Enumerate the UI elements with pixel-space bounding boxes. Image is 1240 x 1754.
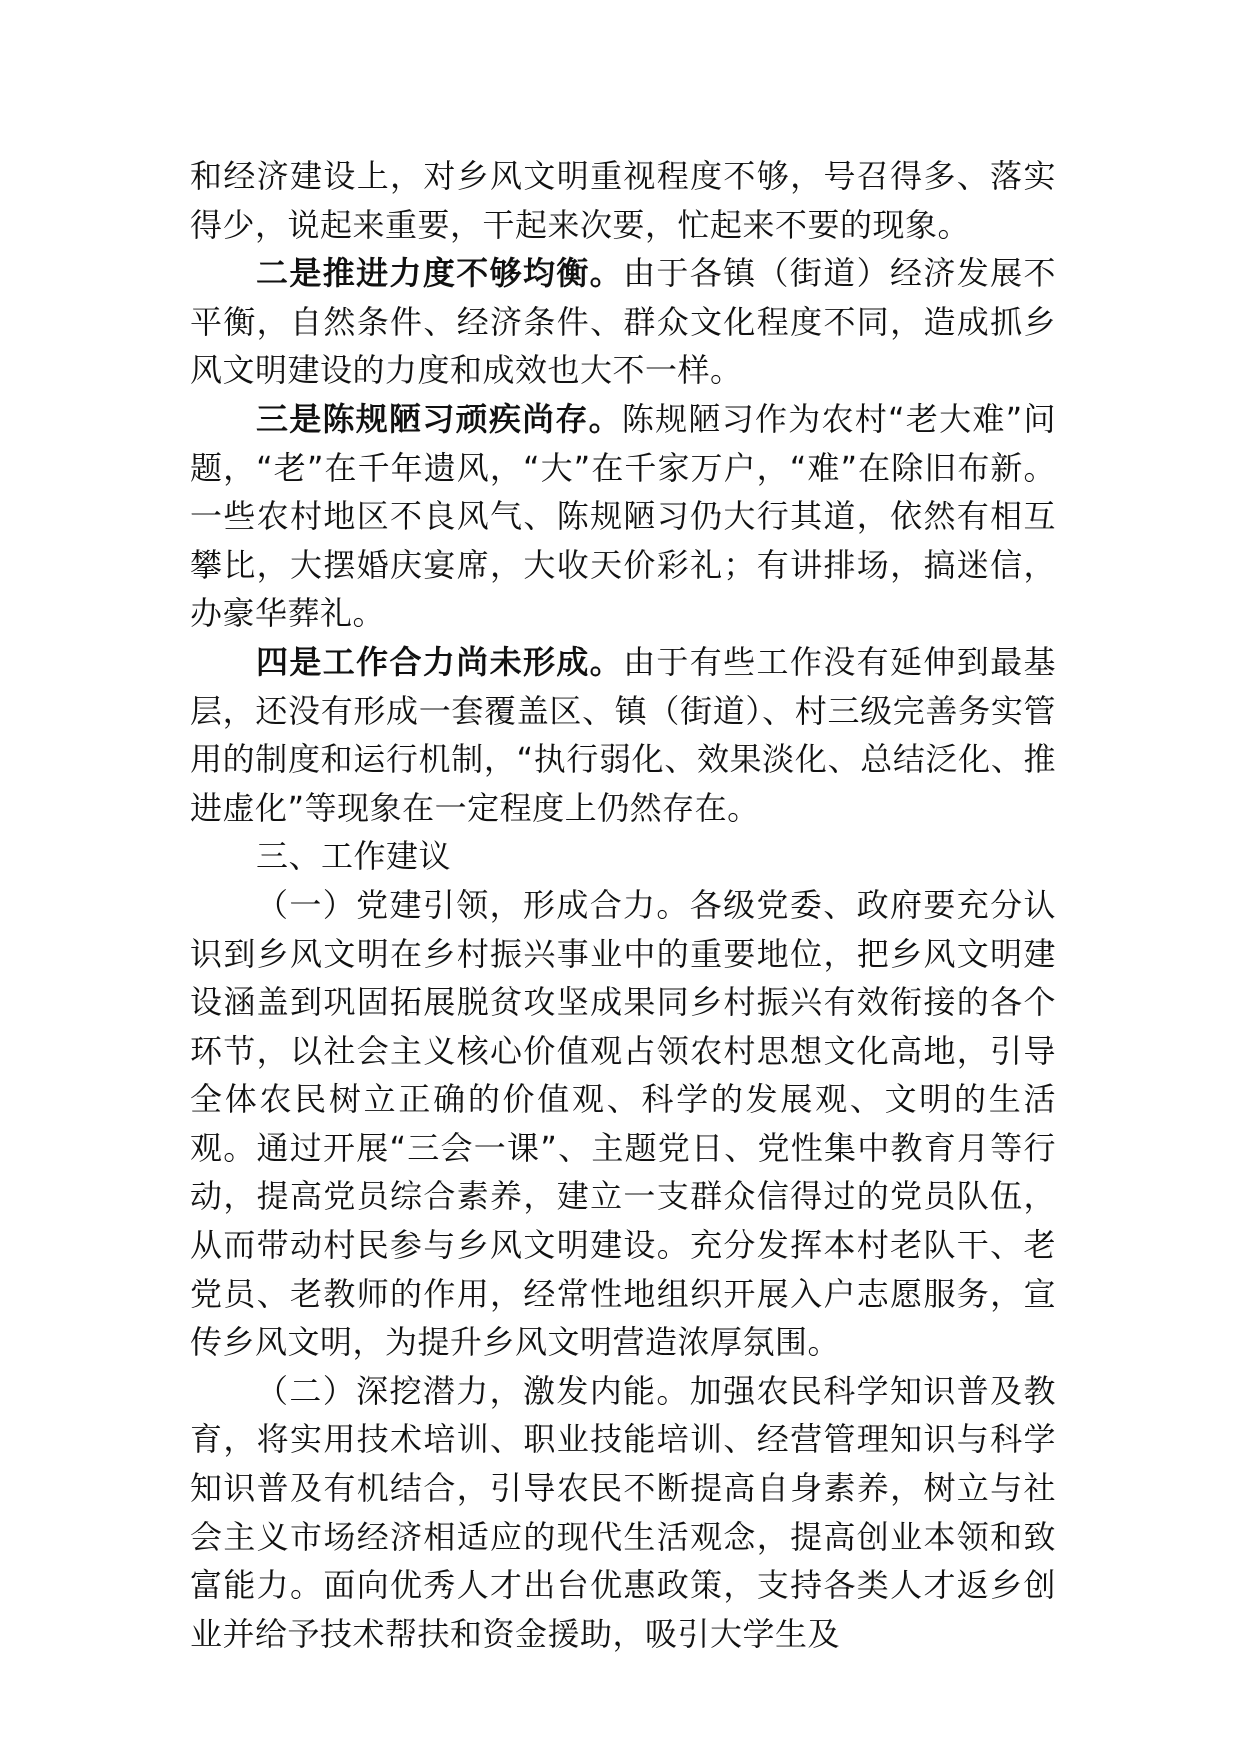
section-heading-text: 三、工作建议 (256, 837, 452, 876)
paragraph-point-three (190, 395, 1056, 638)
paragraph-point-two (190, 249, 1056, 395)
paragraph-continuation (190, 152, 1056, 249)
paragraph-text: （二）深挖潜力，激发内能。加强农民科学知识普及教育，将实用技术培训、职业技能培训、经营管理知识与科学知识普及有机结合，引导农民不断提高自身素养，树立与社会主义市场经济相适应的现代生活观念，提高创业本领和致富能力。面向优秀人才出台优惠政策，支持各类人才返乡创业并给予技术帮扶和资金援助，吸引大学生及 (190, 1371, 1056, 1653)
paragraph-suggestion-two (190, 1367, 1056, 1659)
paragraph-text: 由于各镇（街道）经济发展不平衡，自然条件、经济条件、群众文化程度不同，造成抓乡风文明建设的力度和成效也大不一样。 (190, 254, 1056, 390)
paragraph-text: 由于有些工作没有延伸到最基层，还没有形成一套覆盖区、镇（街道）、村三级完善务实管用的制度和运行机制，“执行弱化、效果淡化、总结泛化、推进虚化”等现象在一定程度上仍然存在。 (190, 642, 1056, 827)
section-heading-suggestions (190, 832, 1056, 881)
paragraph-point-four (190, 638, 1056, 832)
paragraph-lead-heading: 四是工作合力尚未形成。 (256, 642, 624, 681)
paragraph-text: 和经济建设上，对乡风文明重视程度不够，号召得多、落实得少，说起来重要，干起来次要，忙起来不要的现象。 (190, 157, 1056, 244)
paragraph-lead-heading: 二是推进力度不够均衡。 (256, 254, 624, 293)
paragraph-lead-heading: 三是陈规陋习顽疾尚存。 (256, 399, 622, 438)
paragraph-text: 陈规陋习作为农村“老大难”问题，“老”在千年遗风，“大”在千家万户，“难”在除旧布新。一些农村地区不良风气、陈规陋习仍大行其道，依然有相互攀比，大摆婚庆宴席，大收天价彩礼；有讲排场，搞迷信，办豪华葬礼。 (190, 399, 1056, 633)
document-body (190, 152, 1056, 1658)
paragraph-suggestion-one (190, 881, 1056, 1367)
paragraph-text: （一）党建引领，形成合力。各级党委、政府要充分认识到乡风文明在乡村振兴事业中的重要地位，把乡风文明建设涵盖到巩固拓展脱贫攻坚成果同乡村振兴有效衔接的各个环节，以社会主义核心价值观占领农村思想文化高地，引导全体农民树立正确的价值观、科学的发展观、文明的生活观。通过开展“三会一课”、主题党日、党性集中教育月等行动，提高党员综合素养，建立一支群众信得过的党员队伍，从而带动村民参与乡风文明建设。充分发挥本村老队干、老党员、老教师的作用，经常性地组织开展入户志愿服务，宣传乡风文明，为提升乡风文明营造浓厚氛围。 (190, 885, 1056, 1362)
